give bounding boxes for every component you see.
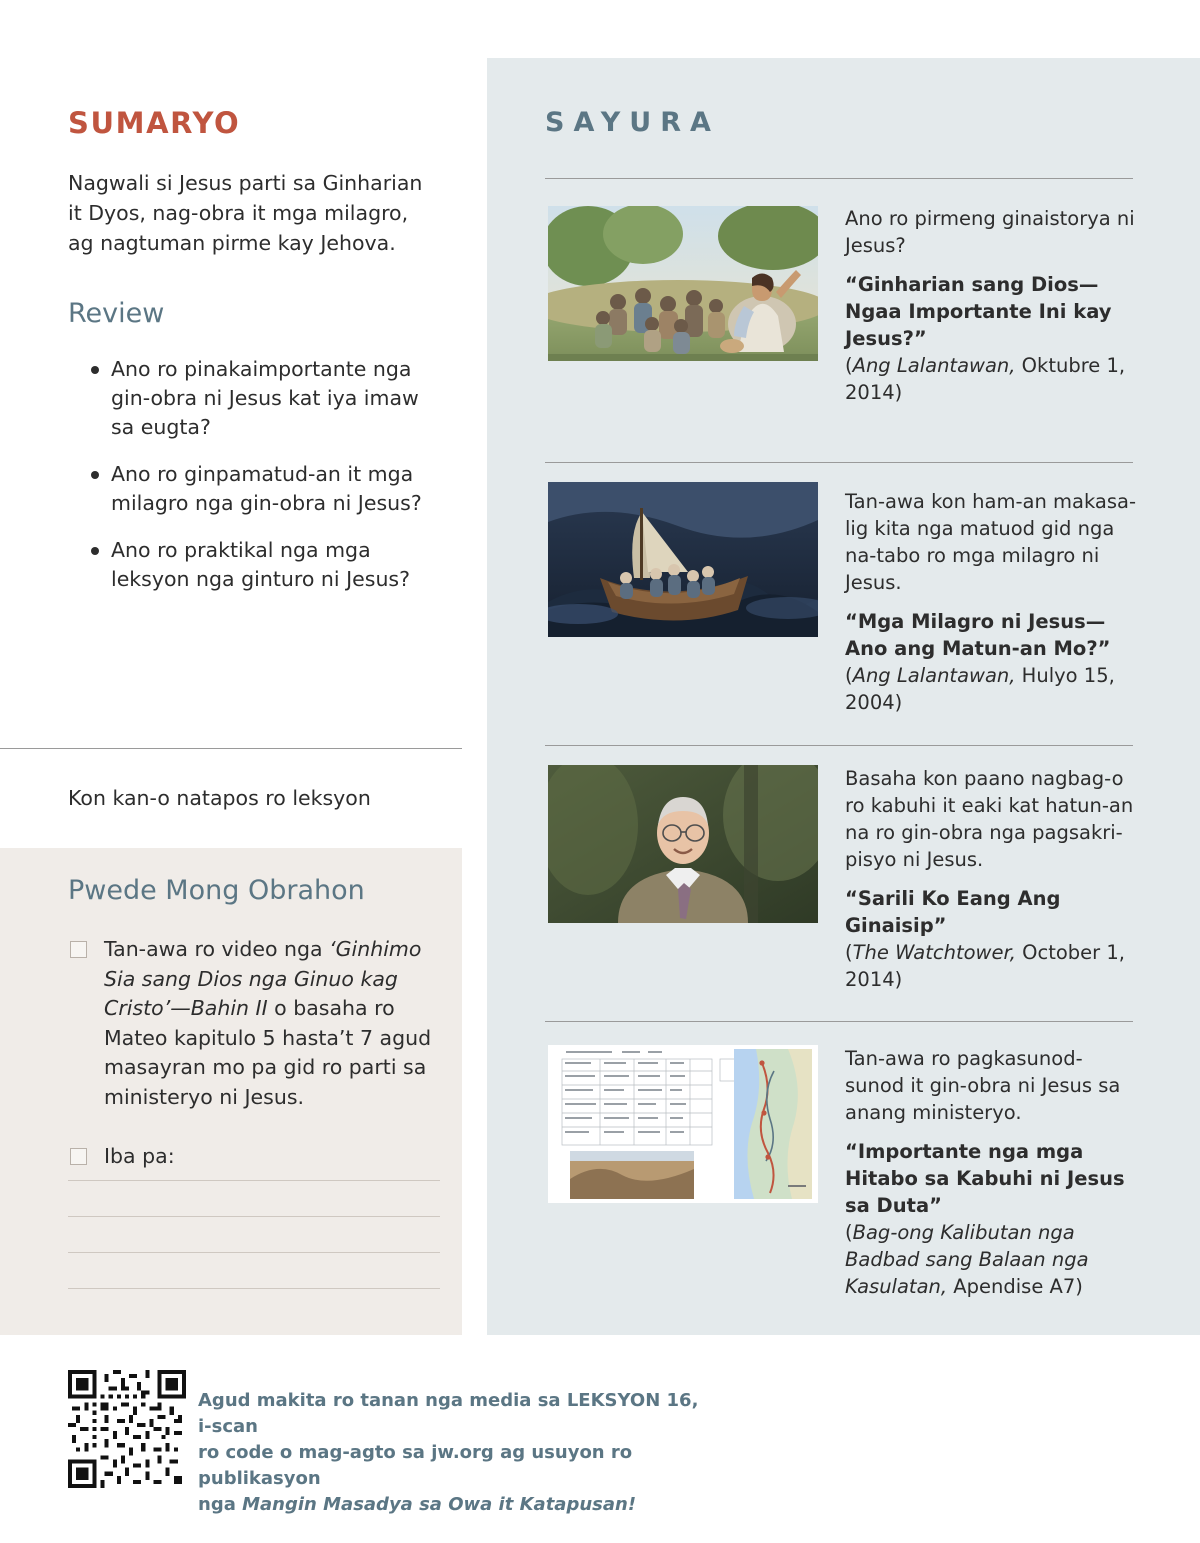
completed-date-label: Kon kan-o natapos ro leksyon bbox=[68, 786, 371, 810]
list-item[interactable] bbox=[68, 935, 440, 1112]
entry-text-3 bbox=[845, 765, 1140, 993]
left-column bbox=[0, 0, 487, 1335]
checkbox[interactable] bbox=[70, 1148, 87, 1165]
list-item: Ano ro praktikal nga mga leksyon nga ginturo ni Jesus? bbox=[68, 536, 448, 594]
entry-title-1: “Ginharian sang Dios—Ngaa Importante Ini kay Jesus?” bbox=[845, 273, 1112, 350]
footer-note bbox=[198, 1388, 718, 1518]
entry-source-rest-4: Apendise A7 bbox=[947, 1275, 1076, 1298]
bible-appendix-map-chart-page bbox=[548, 1045, 818, 1203]
entry-source-4: (Bag-ong Kalibutan nga Badbad sang Balaan nga Kasulatan, Apendise A7) bbox=[845, 1221, 1089, 1298]
list-item: Ano ro pinakaimportante nga gin-obra ni Jesus kat iya imaw sa eugta? bbox=[68, 355, 448, 442]
activity-text-2: Iba pa: bbox=[104, 1144, 175, 1168]
divider bbox=[0, 748, 462, 749]
entry-source-rest-1: Oktubre 1, 2014 bbox=[845, 354, 1126, 404]
entry-source-3: (The Watchtower, October 1, 2014) bbox=[845, 941, 1125, 991]
activity-heading: Pwede Mong Obrahon bbox=[68, 875, 365, 906]
page-title: SUMARYO bbox=[68, 106, 241, 140]
write-line[interactable] bbox=[68, 1180, 440, 1181]
footer-line-2: ro code o mag-agto sa jw.org ag usuyon ro publikasyon bbox=[198, 1442, 633, 1489]
jesus-sermon-on-the-mount-illustration bbox=[548, 206, 818, 361]
entry-question-4: Tan-awa ro pagkasunod-sunod it gin-obra ni Jesus sa anang ministeryo. bbox=[845, 1047, 1121, 1124]
divider bbox=[545, 462, 1133, 463]
entry-source-rest-3: October 1, 2014 bbox=[845, 941, 1125, 991]
entry-text-1 bbox=[845, 205, 1140, 406]
entry-text-2 bbox=[845, 488, 1140, 716]
entry-title-2: “Mga Milagro ni Jesus—Ano ang Matun-an Mo?” bbox=[845, 610, 1111, 660]
write-in-lines[interactable] bbox=[68, 1180, 440, 1324]
entry-source-1: (Ang Lalantawan, Oktubre 1, 2014) bbox=[845, 354, 1126, 404]
entry-source-rest-2: Hulyo 15, 2004 bbox=[845, 664, 1115, 714]
entry-title-3: “Sarili Ko Eang Ang Ginaisip” bbox=[845, 887, 1061, 937]
list-item[interactable] bbox=[68, 1142, 440, 1172]
divider bbox=[545, 178, 1133, 179]
entry-text-4 bbox=[845, 1045, 1140, 1300]
write-line[interactable] bbox=[68, 1252, 440, 1253]
entry-source-italic-1: Ang Lalantawan, bbox=[852, 354, 1016, 377]
qr-code[interactable] bbox=[68, 1370, 186, 1488]
review-question-list bbox=[68, 355, 448, 612]
summary-paragraph: Nagwali si Jesus parti sa Ginharian it Dyos, nag-obra it mga milagro, ag nagtuman pirme kay Jehova. bbox=[68, 171, 423, 255]
activity-checklist bbox=[68, 935, 440, 1202]
divider bbox=[545, 745, 1133, 746]
footer-publication-title: Mangin Masadya sa Owa it Katapusan! bbox=[242, 1494, 637, 1515]
review-heading: Review bbox=[68, 298, 165, 329]
write-line[interactable] bbox=[68, 1216, 440, 1217]
entry-question-2: Tan-awa kon ham-an makasa-lig kita nga matuod gid nga na-tabo ro mga milagro ni Jesus. bbox=[845, 490, 1136, 594]
activity-text-1-pre: Tan-awa ro video nga bbox=[104, 937, 330, 961]
entry-source-italic-2: Ang Lalantawan, bbox=[852, 664, 1016, 687]
write-line[interactable] bbox=[68, 1288, 440, 1289]
entry-source-italic-4: Bag-ong Kalibutan nga Badbad sang Balaan nga Kasulatan, bbox=[845, 1221, 1089, 1298]
activity-text-1-italic: ‘Ginhimo Sia sang Dios nga Ginuo kag Cristo’—Bahin II bbox=[104, 937, 422, 1020]
footer-line-1: Agud makita ro tanan nga media sa LEKSYON 16, i-scan bbox=[198, 1390, 699, 1437]
sayura-heading: SAYURA bbox=[545, 107, 720, 138]
entry-question-1: Ano ro pirmeng ginaistorya ni Jesus? bbox=[845, 207, 1135, 257]
entry-question-3: Basaha kon paano nagbag-o ro kabuhi it eaki kat hatun-an na ro gin-obra nga pagsakri-pisyo ni Jesus. bbox=[845, 767, 1134, 871]
footer-line-3-pre: nga bbox=[198, 1494, 243, 1515]
jesus-calming-storm-boat-illustration bbox=[548, 482, 818, 637]
activity-text-1-post: o basaha ro Mateo kapitulo 5 hasta’t 7 agud masayran mo pa gid ro parti sa ministeryo ni Jesus. bbox=[104, 996, 432, 1109]
entry-source-italic-3: The Watchtower, bbox=[852, 941, 1016, 964]
smiling-man-portrait-photo bbox=[548, 765, 818, 923]
checkbox[interactable] bbox=[70, 941, 87, 958]
entry-title-4: “Importante nga mga Hitabo sa Kabuhi ni Jesus sa Duta” bbox=[845, 1140, 1125, 1217]
list-item: Ano ro ginpamatud-an it mga milagro nga gin-obra ni Jesus? bbox=[68, 460, 448, 518]
divider bbox=[545, 1021, 1133, 1022]
entry-source-2: (Ang Lalantawan, Hulyo 15, 2004) bbox=[845, 664, 1115, 714]
